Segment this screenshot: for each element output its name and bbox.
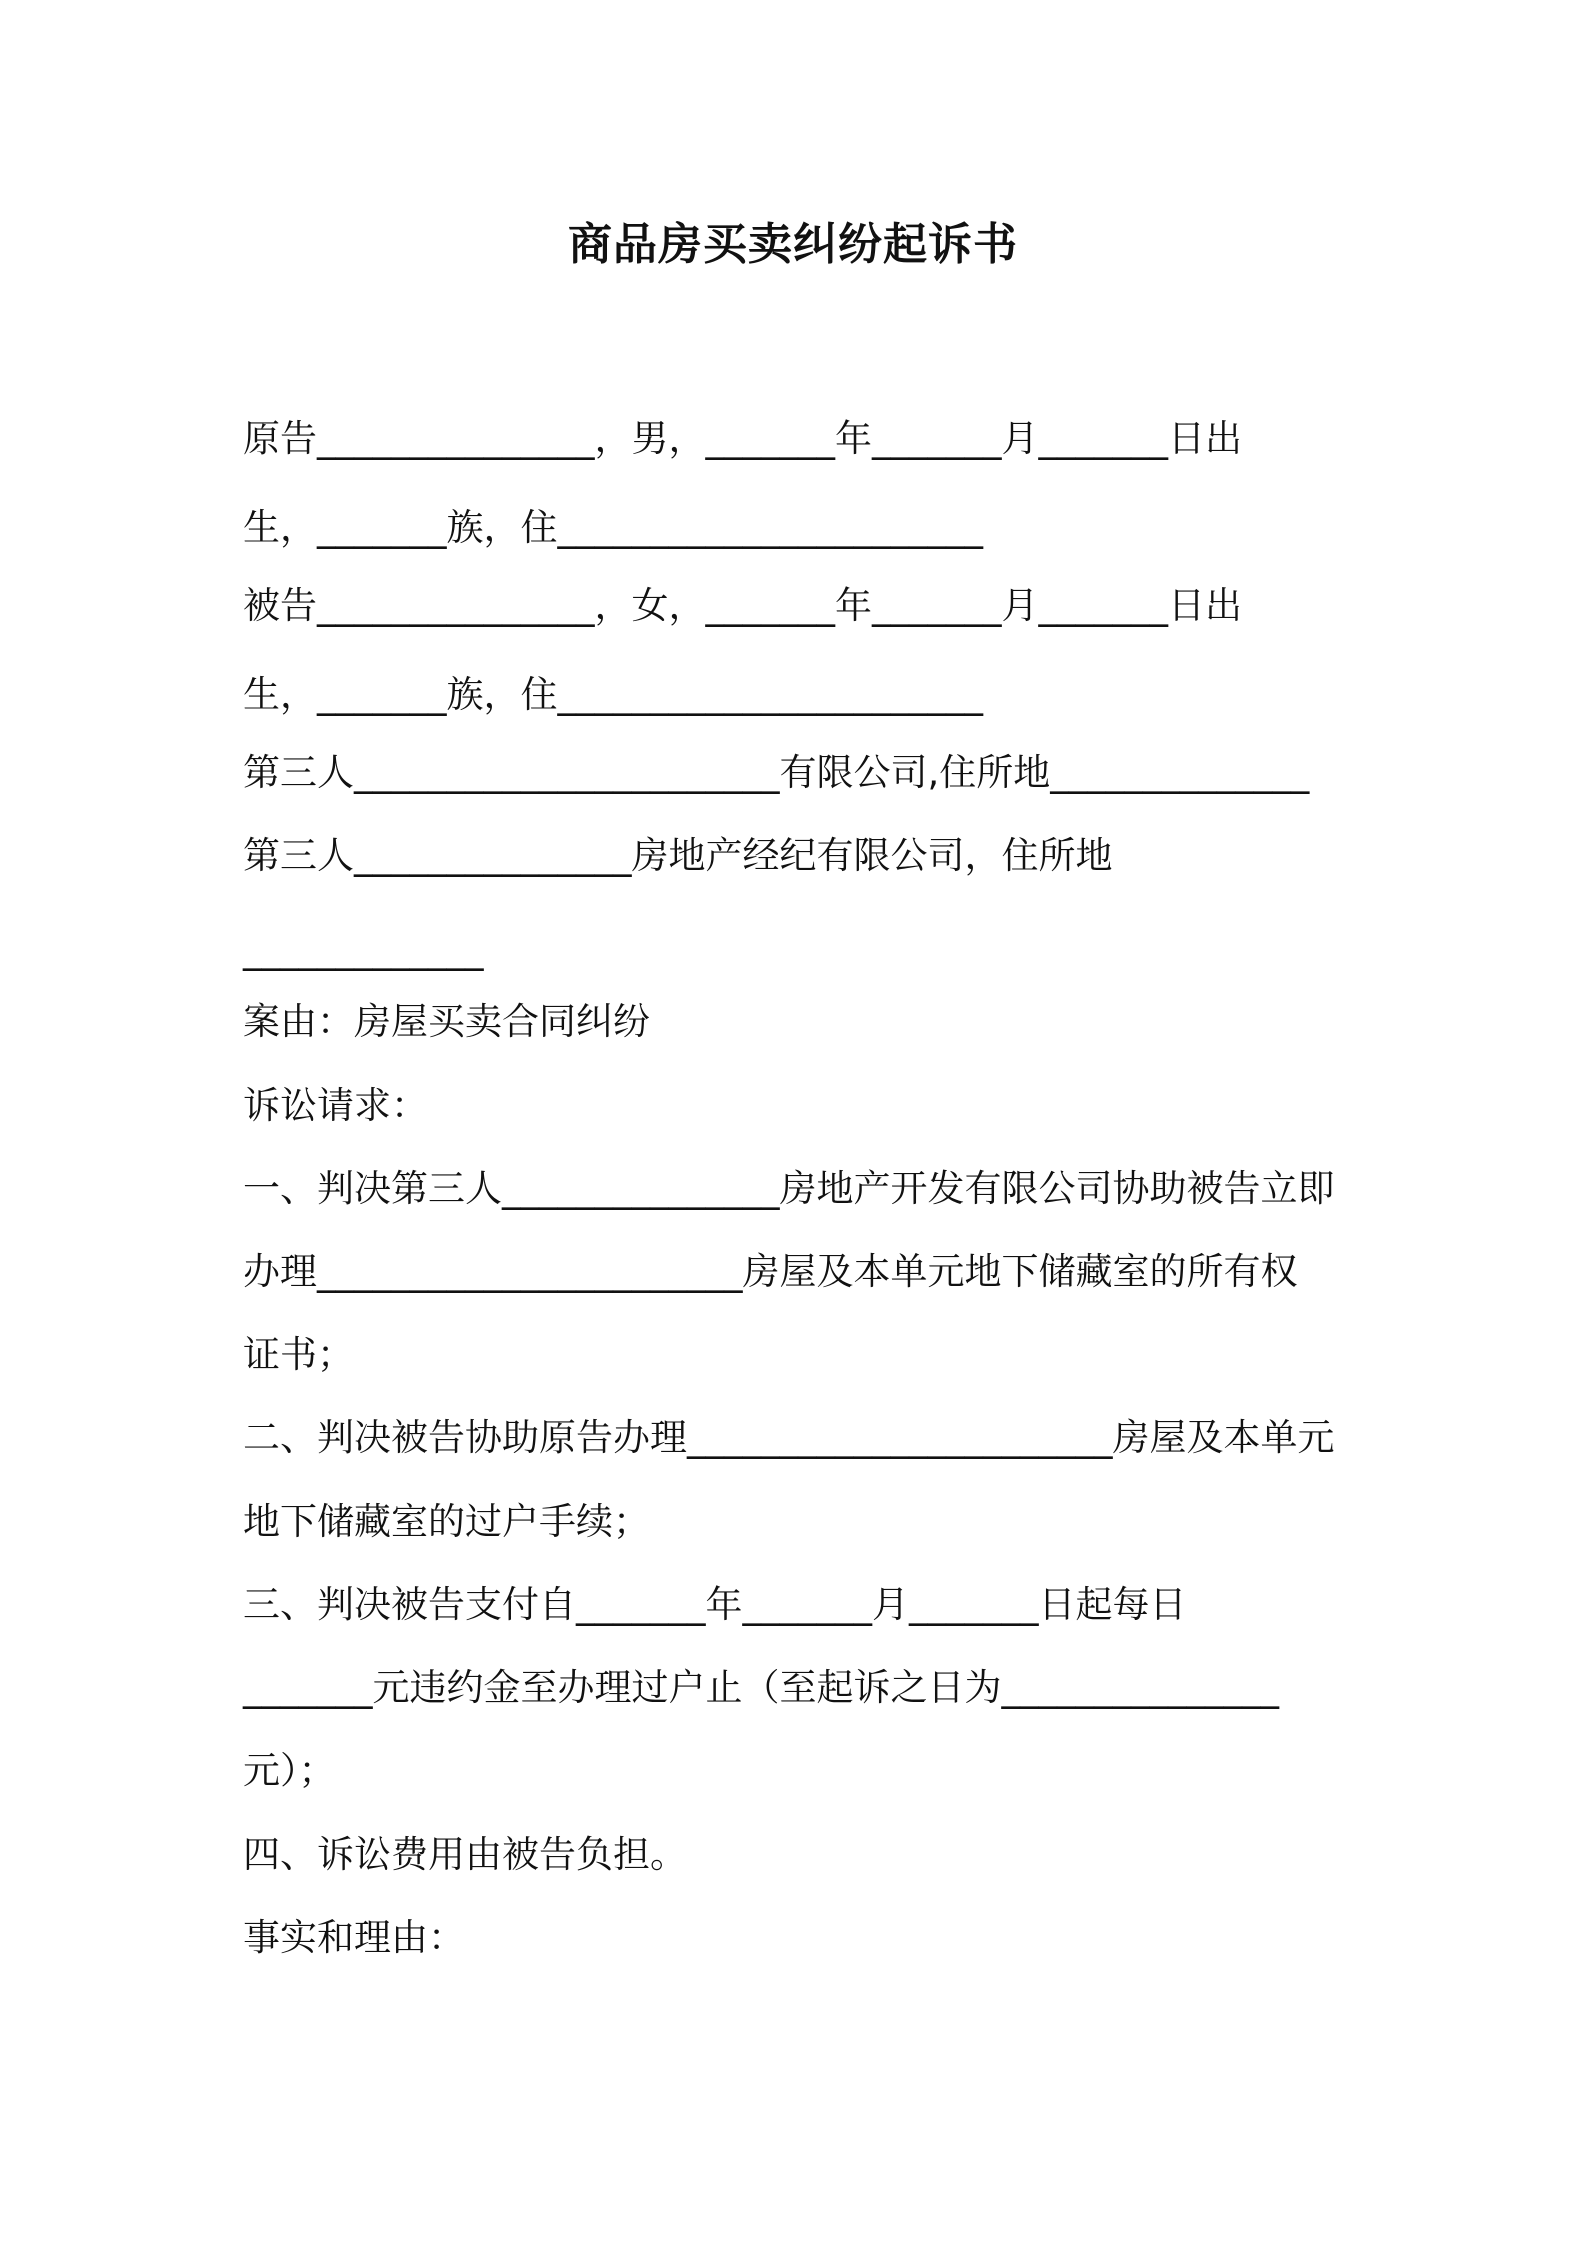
claim-1-line-2: 办理_______________________房屋及本单元地下储藏室的所有权 xyxy=(243,1250,1298,1293)
claim-2-line-1: 二、判决被告协助原告办理_______________________房屋及本单元 xyxy=(243,1416,1335,1459)
claim-1-line-1: 一、判决第三人_______________房地产开发有限公司协助被告立即 xyxy=(243,1167,1335,1210)
claim-1-line-3: 证书； xyxy=(243,1333,354,1376)
claim-4: 四、诉讼费用由被告负担。 xyxy=(243,1833,687,1876)
third-party-address-blank: _____________ xyxy=(243,928,484,971)
claim-3-line-1: 三、判决被告支付自_______年_______月_______日起每日 xyxy=(243,1583,1187,1626)
third-party-line-2: 第三人_______________房地产经纪有限公司，住所地 xyxy=(243,834,1113,877)
claims-heading: 诉讼请求： xyxy=(243,1084,428,1127)
claim-3-line-3: 元）； xyxy=(243,1749,336,1792)
plaintiff-line-1: 原告_______________，男，_______年_______月_______日出 xyxy=(243,417,1242,460)
third-party-line-1: 第三人_______________________有限公司,住所地______________ xyxy=(243,751,1310,794)
case-cause: 案由：房屋买卖合同纠纷 xyxy=(243,1000,650,1043)
defendant-line-2: 生，_______族，住_______________________ xyxy=(243,673,983,716)
document-title: 商品房买卖纠纷起诉书 xyxy=(568,219,1018,270)
facts-heading: 事实和理由： xyxy=(243,1916,465,1959)
plaintiff-line-2: 生，_______族，住_______________________ xyxy=(243,506,983,549)
claim-2-line-2: 地下储藏室的过户手续； xyxy=(243,1500,650,1543)
claim-3-line-2: _______元违约金至办理过户止（至起诉之日为_______________ xyxy=(243,1666,1279,1709)
defendant-line-1: 被告_______________，女，_______年_______月_______日出 xyxy=(243,584,1242,627)
